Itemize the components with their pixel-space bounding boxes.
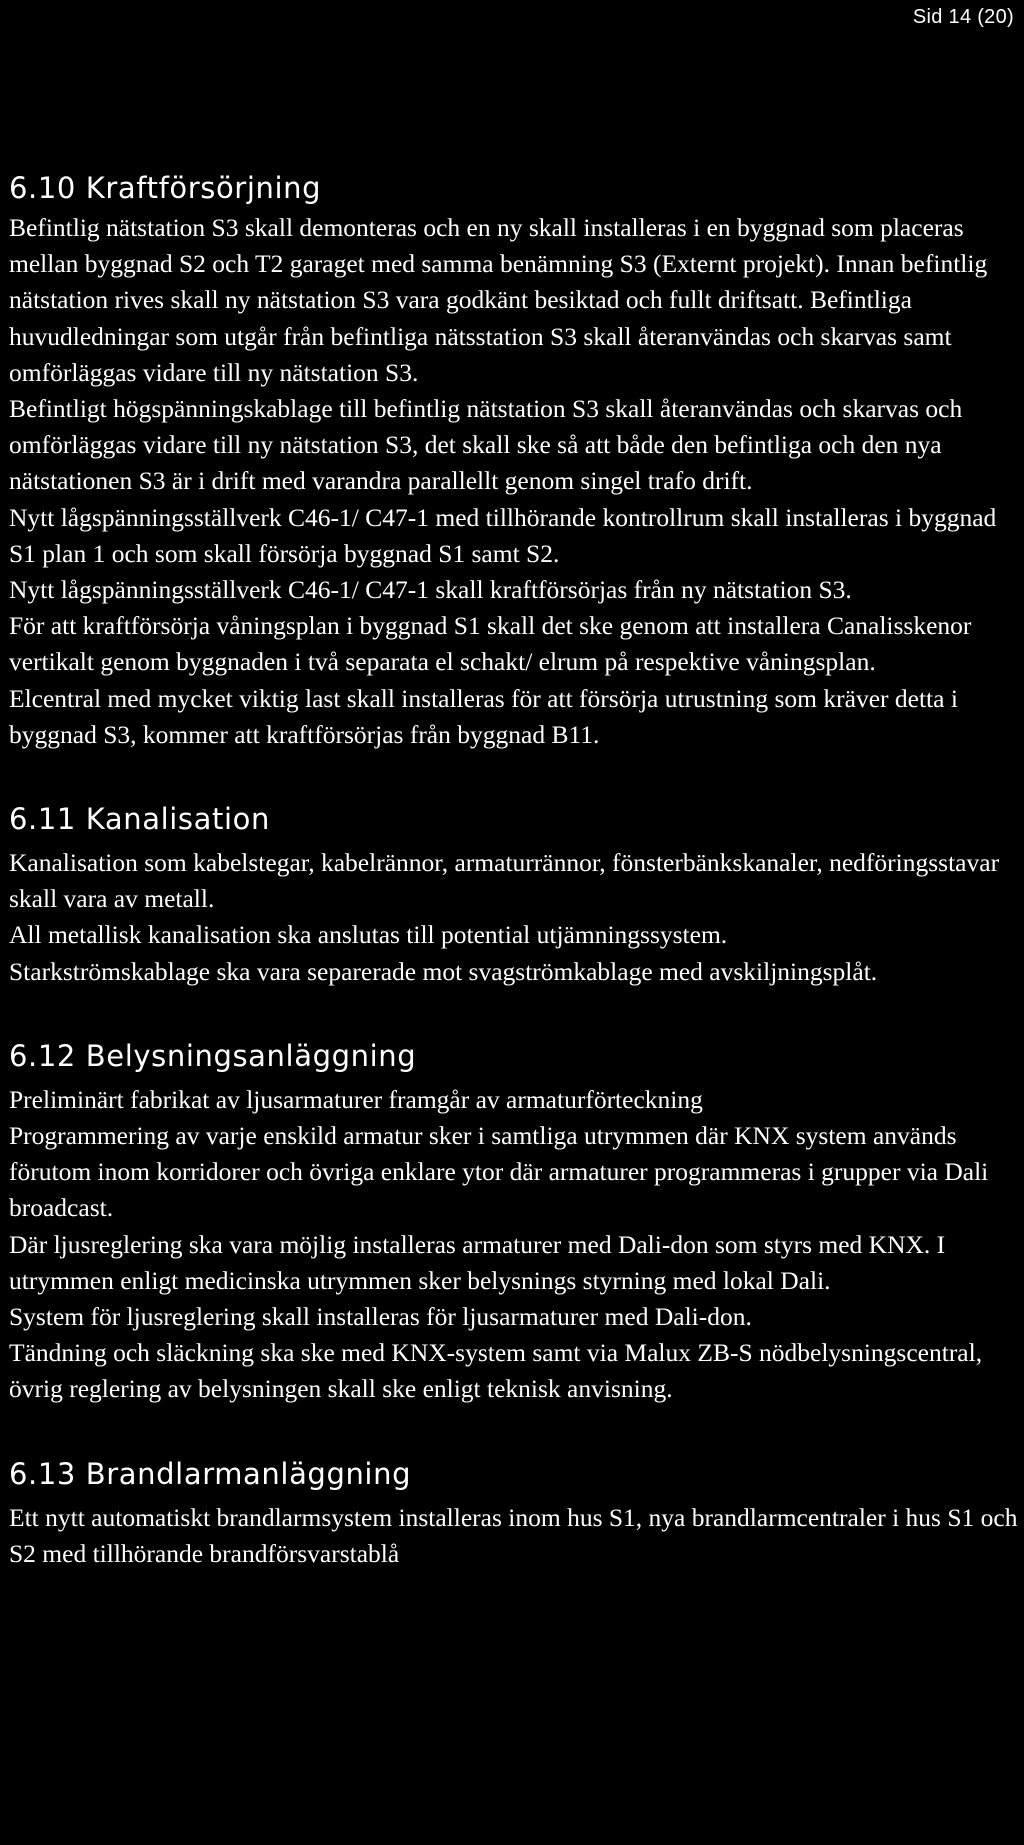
document-content [9, 170, 1019, 1572]
page-number: Sid 14 (20) [912, 6, 1014, 28]
paragraph: Befintligt högspänningskablage till befintlig nätstation S3 skall återanvändas och skarvas och omförläggas vidare till ny nätstation S3, det skall ske så att både den befintliga och den nya nätstationen S3 är i drift med varandra parallellt genom singel trafo drift. [9, 394, 963, 496]
paragraph: Befintlig nätstation S3 skall demonteras och en ny skall installeras i en byggnad som placeras mellan byggnad S2 och T2 garaget med samma benämning S3 (Externt projekt). Innan befintlig nätstation rives skall ny nätstation S3 vara godkänt besiktad och fullt driftsatt. Befintliga huvudledningar som utgår från befintliga nätsstation S3 skall återanvändas och skarvas samt omförläggas vidare till ny nätstation S3. [9, 213, 988, 387]
section-brandlarmanlaggning [9, 1456, 1019, 1572]
paragraph: Nytt lågspänningsställverk C46-1/ C47-1 skall kraftförsörjas från ny nätstation S3. [9, 575, 852, 605]
paragraph: Starkströmskablage ska vara separerade mot svagströmkablage med avskiljningsplåt. [9, 956, 878, 986]
section-belysningsanlaggning [9, 1038, 1019, 1408]
section-heading: 6.12 Belysningsanläggning [9, 1038, 417, 1073]
paragraph: System för ljusreglering skall installeras för ljusarmaturer med Dali-don. [9, 1302, 752, 1332]
paragraph: All metallisk kanalisation ska anslutas till potential utjämningssystem. [9, 920, 728, 950]
paragraph: Programmering av varje enskild armatur sker i samtliga utrymmen där KNX system används förutom inom korridorer och övriga enklare ytor där armaturer programmeras i grupper via Dali broadcast. [9, 1121, 989, 1223]
paragraph: Tändning och släckning ska ske med KNX-system samt via Malux ZB-S nödbelysningscentral, övrig reglering av belysningen skall ske enligt teknisk anvisning. [9, 1338, 983, 1404]
paragraph: Elcentral med mycket viktig last skall installeras för att försörja utrustning som kräver detta i byggnad S3, kommer att kraftförsörjas från byggnad B11. [9, 683, 958, 749]
paragraph: Kanalisation som kabelstegar, kabelrännor, armaturrännor, fönsterbänkskanaler, nedföringsstavar skall vara av metall. [9, 848, 1000, 914]
section-heading: 6.13 Brandlarmanläggning [9, 1456, 412, 1491]
section-kanalisation [9, 801, 1019, 990]
paragraph: Nytt lågspänningsställverk C46-1/ C47-1 med tillhörande kontrollrum skall installeras i byggnad S1 plan 1 och som skall försörja byggnad S1 samt S2. [9, 502, 997, 568]
paragraph: Ett nytt automatiskt brandlarmsystem installeras inom hus S1, nya brandlarmcentraler i hus S1 och S2 med tillhörande brandförsvarstablå [9, 1502, 1018, 1568]
paragraph: För att kraftförsörja våningsplan i byggnad S1 skall det ske genom att installera Canalisskenor vertikalt genom byggnaden i två separata el schakt/ elrum på respektive våningsplan. [9, 611, 972, 677]
section-heading: 6.11 Kanalisation [9, 802, 270, 837]
section-kraftforsorjning [9, 170, 1019, 753]
paragraph: Där ljusreglering ska vara möjlig installeras armaturer med Dali-don som styrs med KNX. I utrymmen enligt medicinska utrymmen sker belysnings styrning med lokal Dali. [9, 1229, 946, 1295]
paragraph: Preliminärt fabrikat av ljusarmaturer framgår av armaturförteckning [9, 1084, 703, 1114]
section-heading: 6.10 Kraftförsörjning [9, 171, 322, 205]
